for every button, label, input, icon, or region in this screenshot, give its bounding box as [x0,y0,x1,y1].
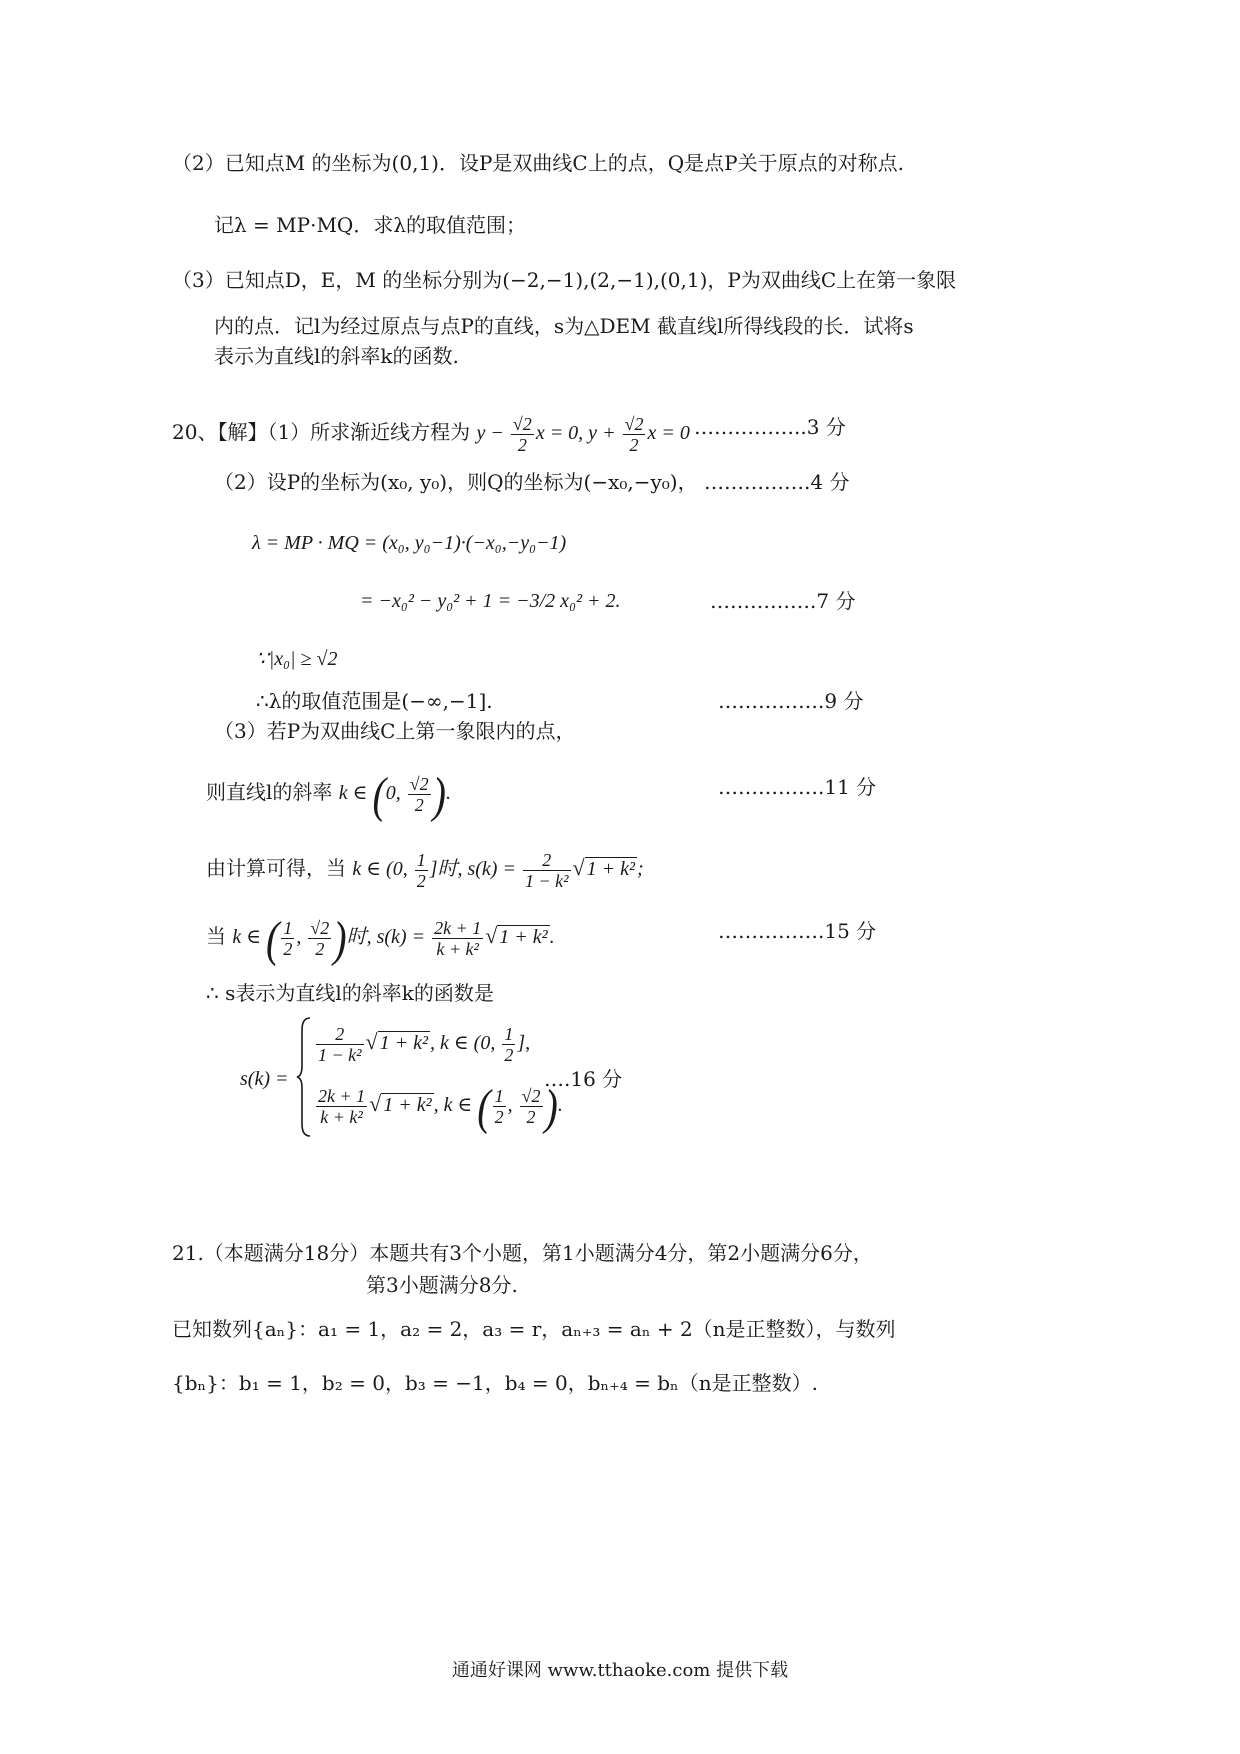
q21-line2: 第3小题满分8分. [366,1273,518,1297]
q21-line4: {bₙ}：b₁ = 1，b₂ = 0，b₃ = −1，b₄ = 0，bₙ₊₄ = bₙ（n是正整数）. [172,1371,818,1395]
q21-line1: 21.（本题满分18分）本题共有3个小题，第1小题满分4分，第2小题满分6分， [172,1241,873,1265]
q19-part3-line3: 表示为直线l的斜率k的函数. [214,344,459,368]
q19-part2-line2: 记λ = MP·MQ．求λ的取值范围； [214,213,526,237]
sol20-line8 [206,765,451,822]
sol20-line9-prefix: 由计算可得，当 [206,856,346,881]
q21-line3: 已知数列{aₙ}：a₁ = 1，a₂ = 2，a₃ = r，aₙ₊₃ = aₙ + 2（n是正整数），与数列 [172,1317,896,1341]
sol20-line3: λ = MP · MQ = (x₀, y₀−1)·(−x₀,−y₀−1) [252,532,567,554]
slope-range: k ∈ (0, $\frac{√2}{2}$ ). [338,765,451,822]
q19-part3-line2: 内的点．记l为经过原点与点P的直线，s为△DEM 截直线l所得线段的长．试将s [214,314,914,338]
sol20-line5: ∵|x₀| ≥ √2 [256,648,338,670]
sol20-line8-prefix: 则直线l的斜率 [206,780,333,805]
sol20-line2: （2）设P的坐标为(x₀, y₀)，则Q的坐标为(−x₀,−y₀)， [214,470,698,494]
sol20-line9 [206,850,644,891]
score-9: …………….9 分 [718,689,864,713]
piecewise-case2: $\frac{2k + 1}{\text{k + k²}}$ √ 1 + k² , k ∈ ( $\frac{1}{2}$ , $\frac{√2}{2}$ ). [318,1077,563,1134]
score-16: ….16 分 [544,1067,623,1091]
sol20-line10-prefix: 当 [206,924,226,949]
score-11: …………….11 分 [718,775,877,799]
score-3: ……………..3 分 [694,415,846,439]
page-footer: 通通好课网 www.tthaoke.com 提供下载 [451,1660,789,1681]
case2-formula: k ∈ ( $\frac{1}{2}$ , $\frac{√2}{2}$ )时, s(k) = $\frac{2k + 1}{\text{k + k²}}$ √ 1 + k² . [232,909,555,966]
sol20-line7: （3）若P为双曲线C上第一象限内的点， [214,719,576,743]
piecewise-case1: $\frac{2}{\text{1 − k²}}$ √ 1 + k² , k ∈ (0, $\frac{1}{2}$ ], [318,1024,531,1065]
sol20-line4: = −x₀² − y₀² + 1 = −3/2 x₀² + 2. [360,590,621,612]
score-4: …………….4 分 [704,470,850,494]
piecewise-lhs: s(k) = [240,1068,289,1090]
sol20-line1 [172,414,690,455]
case1-formula: k ∈ (0, $\frac{1}{2}$ ]时, s(k) = $\frac{2}{\text{1 − k²}}$ √ 1 + k² ; [352,850,644,891]
sol20-line10 [206,909,555,966]
score-7: …………….7 分 [710,589,856,613]
sol20-line6: ∴λ的取值范围是(−∞,−1]. [256,689,493,713]
score-15: …………….15 分 [718,919,877,943]
sol20-line11: ∴ s表示为直线l的斜率k的函数是 [206,981,494,1005]
asymptote-equations: y − $\frac{√2}{2}$ x = 0, y + $\frac{√2}{2}$ x = 0 [476,414,690,455]
sol20-line1-prefix: 20、【解】（1）所求渐近线方程为 [172,420,471,445]
piecewise-brace [296,1016,312,1138]
q19-part2-line1: （2）已知点M 的坐标为(0,1)．设P是双曲线C上的点，Q是点P关于原点的对称点. [172,151,904,175]
q19-part3-line1: （3）已知点D，E，M 的坐标分别为(−2,−1),(2,−1),(0,1)，P为双曲线C上在第一象限 [172,268,957,292]
